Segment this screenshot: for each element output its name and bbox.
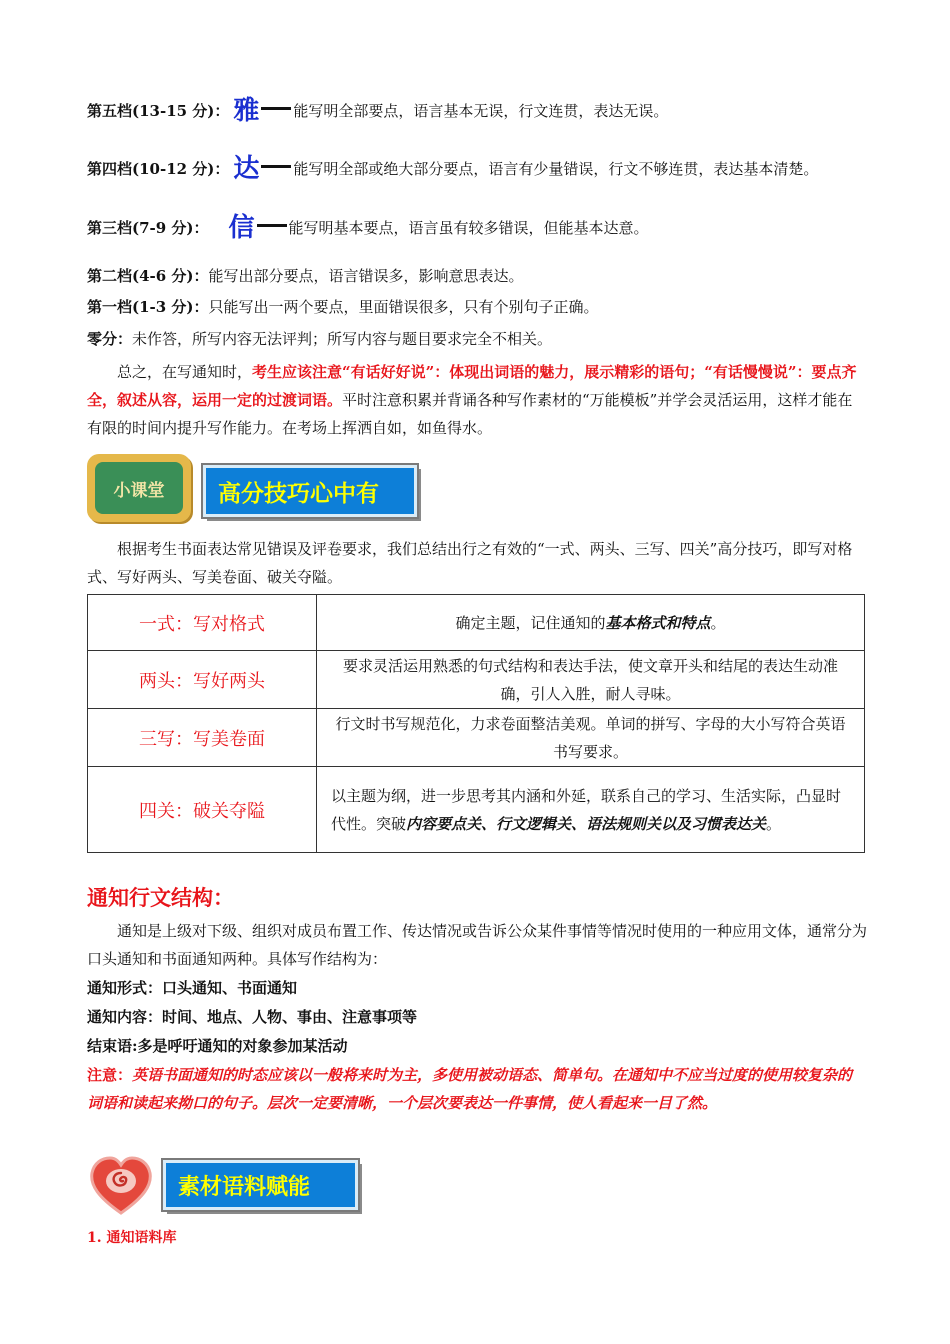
summary-highlight: 考生应该注意“有话好好说”：体现出词语的魅力，展示精彩的语句；“有话慢慢说”：要点齐全，叙述从容，运用一定的过渡词语。: [87, 363, 857, 409]
tip-text: 确定主题，记住通知的: [455, 613, 606, 632]
structure-form: 通知形式：口头通知、书面通知: [87, 979, 298, 997]
grade-row-5: [87, 96, 669, 126]
grade-char: 信: [228, 213, 255, 243]
grade-row-0: [87, 328, 552, 350]
section-banner-tips: 高分技巧心中有: [203, 465, 417, 517]
tip-end: 。: [710, 613, 726, 632]
summary-a: 总之，在写通知时，: [117, 363, 253, 381]
table-row: [88, 595, 865, 651]
grade-text: 能写明基本要点，语言虽有较多错误，但能基本达意。: [288, 219, 649, 237]
dash-mark: [261, 165, 291, 168]
tip-value: [317, 595, 865, 651]
tips-intro: 根据考生书面表达常见错误及评卷要求，我们总结出行之有效的“一式、两头、三写、四关”高分技巧，即写对格式、写好两头、写美卷面、破关夺隘。: [87, 540, 853, 586]
tip-end: 。: [766, 814, 782, 833]
grade-row-4: [87, 154, 819, 184]
structure-note: [87, 1061, 867, 1117]
table-row: [88, 709, 865, 767]
grade-label: 第四档(10-12 分)：: [87, 160, 230, 178]
summary-paragraph: [87, 358, 867, 442]
structure-content: 通知内容：时间、地点、人物、事由、注意事项等: [87, 1008, 418, 1026]
tips-table: [87, 594, 865, 853]
structure-ending: 结束语:多是呼吁通知的对象参加某活动: [87, 1037, 348, 1055]
grade-label: 第一档(1-3 分)：: [87, 298, 209, 316]
grade-text: 能写明全部或绝大部分要点，语言有少量错误，行文不够连贯，表达基本清楚。: [293, 160, 819, 178]
grade-text: 能写出部分要点，语言错误多，影响意思表达。: [208, 267, 524, 285]
heart-icon: [88, 1155, 154, 1217]
tip-emphasis: 内容要点关、行文逻辑关、语法规则关以及习惯表达关: [406, 814, 767, 833]
grade-text: 未作答，所写内容无法评判；所写内容与题目要求完全不相关。: [132, 330, 553, 348]
tip-key: 四关：破关夺隘: [88, 767, 317, 853]
grade-text: 只能写出一两个要点，里面错误很多，只有个别句子正确。: [208, 298, 599, 316]
tip-value: [317, 767, 865, 853]
dash-mark: [261, 107, 291, 110]
tip-key: 一式：写对格式: [88, 595, 317, 651]
tip-key: 两头：写好两头: [88, 651, 317, 709]
grade-text: 能写明全部要点，语言基本无误，行文连贯，表达无误。: [293, 102, 669, 120]
table-row: [88, 651, 865, 709]
grade-row-2: [87, 265, 524, 287]
tip-value: 要求灵活运用熟悉的句式结构和表达手法，使文章开头和结尾的表达生动准确，引人入胜，耐人寻味。: [317, 651, 865, 709]
structure-intro: 通知是上级对下级、组织对成员布置工作、传达情况或告诉公众某件事情等情况时使用的一种应用文体，通常分为口头通知和书面通知两种。具体写作结构为：: [87, 922, 868, 968]
note-label: 注意：: [87, 1066, 133, 1084]
tip-text: 以主题为纲，进一步思考其内涵和外延，联系自己的学习、生活实际，凸显时代性。突破: [331, 786, 842, 833]
note-text: 英语书面通知的时态应该以一般将来时为主，多使用被动语态、简单句。在通知中不应当过度的使用较复杂的词语和读起来拗口的句子。层次一定要清晰，一个层次要表达一件事情，使人看起来一目了然。: [87, 1066, 853, 1112]
tip-key: 三写：写美卷面: [88, 709, 317, 767]
section-1-title: 1. 通知语料库: [87, 1230, 177, 1246]
tip-value: 行文时书写规范化，力求卷面整洁美观。单词的拼写、字母的大小写符合英语书写要求。: [317, 709, 865, 767]
grade-char: 雅: [233, 96, 260, 126]
grade-row-3: [87, 213, 649, 243]
table-row: [88, 767, 865, 853]
summary-c: 平时注意积累并背诵各种写作素材的“万能模板”并学会灵活运用，这样才能在有限的时间内提升写作能力。在考场上挥洒自如，如鱼得水。: [87, 391, 853, 437]
grade-label: 第五档(13-15 分)：: [87, 102, 230, 120]
tip-emphasis: 基本格式和特点: [605, 613, 711, 632]
grade-char: 达: [233, 154, 260, 184]
dash-mark: [257, 224, 287, 227]
section-banner-material: 素材语料赋能: [163, 1160, 358, 1210]
grade-label: 第三档(7-9 分)：: [87, 219, 209, 237]
grade-row-1: [87, 296, 599, 318]
structure-heading: 通知行文结构：: [87, 886, 234, 910]
grade-label: 零分：: [87, 330, 133, 348]
classroom-badge: [87, 454, 191, 522]
classroom-badge-icon: 小课堂: [95, 462, 183, 514]
grade-label: 第二档(4-6 分)：: [87, 267, 209, 285]
